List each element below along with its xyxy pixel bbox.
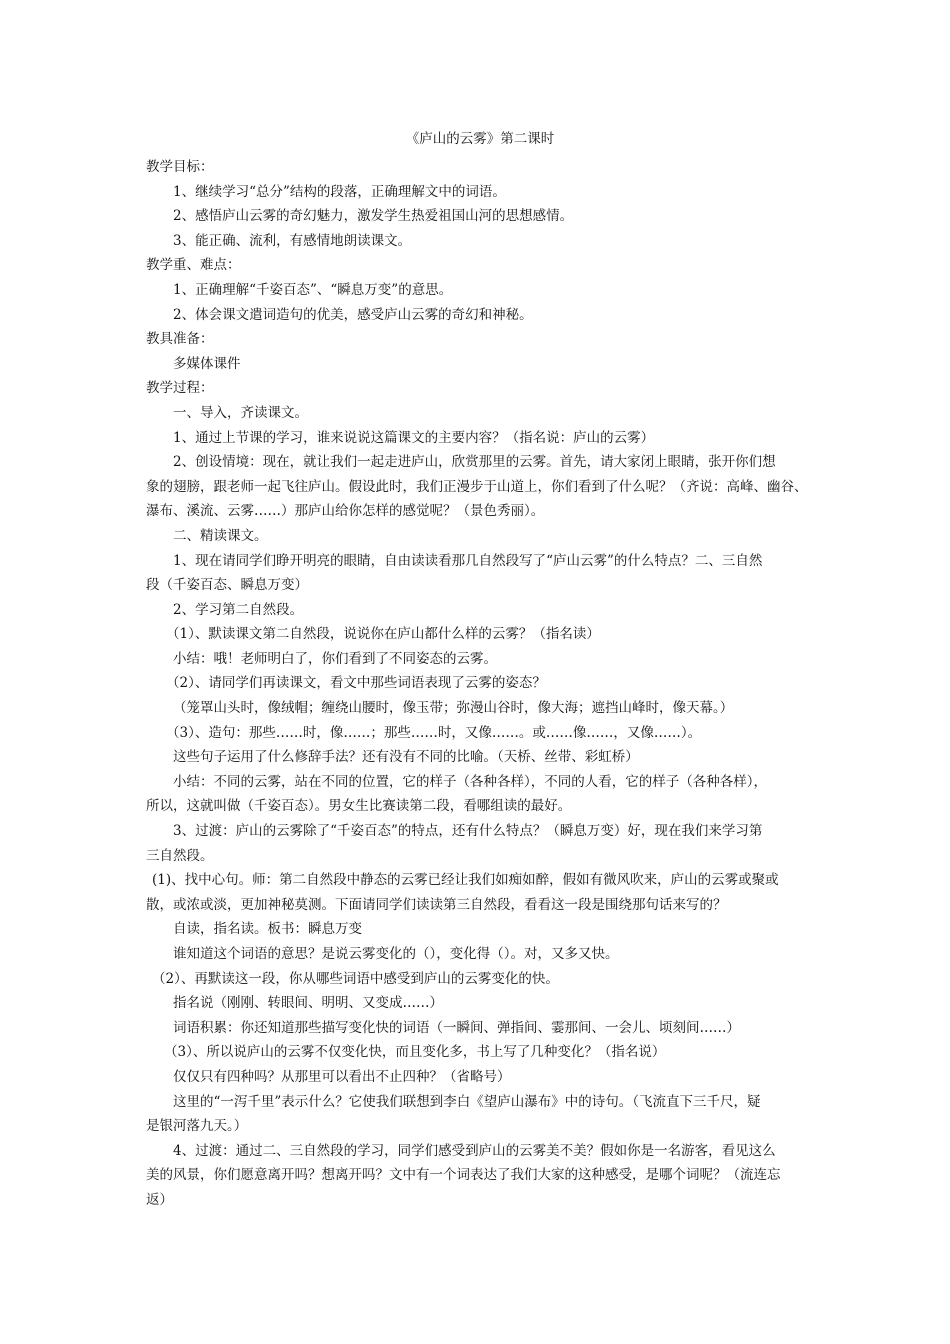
text-line: 2、创设情境：现在，就让我们一起走进庐山，欣赏那里的云雾。首先，请大家闭上眼睛，张开你们想 [173,454,776,471]
text-line: 仅仅只有四种吗？从那里可以看出不止四种？（省略号） [173,1068,511,1085]
text-line: 瀑布、溪流、云雾……）那庐山给你怎样的感觉呢？（景色秀丽）。 [146,503,545,520]
text-line: 1、通过上节课的学习，谁来说说这篇课文的主要内容？（指名说：庐山的云雾） [173,429,655,446]
text-line: 段（千姿百态、瞬息万变） [146,577,308,594]
text-line: （3）、所以说庐山的云雾不仅变化快，而且变化多，书上写了几种变化？（指名说） [164,1044,666,1061]
text-line: 这些句子运用了什么修辞手法？还有没有不同的比喻。（天桥、丝带、彩虹桥） [173,749,639,766]
text-line: 所以，这就叫做（千姿百态）。男女生比赛读第二段，看哪组读的最好。 [146,798,572,815]
text-line: （笼罩山头时，像绒帽；缠绕山腰时，像玉带；弥漫山谷时，像大海；遮挡山峰时，像天幕。） [173,700,734,717]
text-line: 2、学习第二自然段。 [173,601,304,618]
text-line: 指名说（刚刚、转眼间、明明、又变成……） [173,995,443,1012]
text-line: 是银河落九天。） [146,1118,248,1135]
text-line: （1）、默读课文第二自然段，说说你在庐山都什么样的云雾？（指名读） [166,626,600,643]
text-line: 3、过渡：庐山的云雾除了“千姿百态”的特点，还有什么特点？（瞬息万变）好，现在我们来学习第 [173,823,763,840]
text-line: 美的风景，你们愿意离开吗？想离开吗？文中有一个词表达了我们大家的这种感受，是哪个词呢？（流连忘 [146,1167,781,1184]
text-line: (1)、找中心句。师：第二自然段中静态的云雾已经让我们如痴如醉，假如有微风吹来，庐山的云雾或聚或 [152,872,779,889]
text-line: 二、精读课文。 [173,527,268,544]
text-line: 教具准备： [146,331,214,348]
document-page [146,129,814,1213]
text-line: 小结：哦！老师明白了，你们看到了不同姿态的云雾。 [173,650,497,667]
text-line: 教学重、难点： [146,257,241,274]
text-line: 教学目标： [146,159,214,175]
text-line: 散，或浓或淡，更加神秘莫测。下面请同学们读读第三自然段，看看这一段是围绕那句话来写的？ [146,896,727,913]
text-line: 这里的“一泻千里”表示什么？它使我们联想到李白《望庐山瀑布》中的诗句。（飞流直下三千尺，疑 [173,1093,761,1110]
text-line: 教学过程： [146,380,214,397]
text-line: 象的翅膀，跟老师一起飞往庐山。假设此时，我们正漫步于山道上，你们看到了什么呢？（齐说：高峰、幽谷、 [146,478,808,495]
text-line: 自读，指名读。板书：瞬息万变 [173,921,362,938]
text-line: （3）、造句：那些……时，像……；那些……时，又像……。或……像……，又像……）。 [166,724,702,741]
text-line: 多媒体课件 [173,355,241,372]
text-line: 三自然段。 [146,847,214,864]
text-line: 1、正确理解“千姿百态”、“瞬息万变”的意思。 [173,281,453,298]
text-line: 1、继续学习“总分”结构的段落，正确理解文中的词语。 [173,183,506,200]
document-body [146,155,814,1213]
text-line: （2）、请同学们再读课文，看文中那些词语表现了云雾的姿态？ [166,675,546,692]
text-line: 1、现在请同学们睁开明亮的眼睛，自由读读看那几自然段写了“庐山云雾”的什么特点？二、三自然 [173,552,763,569]
text-line: （2）、再默读这一段，你从哪些词语中感受到庐山的云雾变化的快。 [152,970,559,987]
text-line: 2、体会课文遣词造句的优美，感受庐山云雾的奇幻和神秘。 [173,306,533,323]
text-line: 2、感悟庐山云雾的奇幻魅力，激发学生热爱祖国山河的思想感情。 [173,208,574,225]
text-line: 词语积累：你还知道那些描写变化快的词语（一瞬间、弹指间、霎那间、一会儿、顷刻间……） [173,1019,740,1036]
text-line: 3、能正确、流利，有感情地朗读课文。 [173,232,412,249]
text-line: 小结：不同的云雾，站在不同的位置，它的样子（各种各样），不同的人看，它的样子（各种各样）， [173,773,767,790]
document-title: 《庐山的云雾》第二课时 [405,131,555,147]
text-line: 谁知道这个词语的意思？是说云雾变化的（），变化得（）。对，又多又快。 [173,946,619,962]
text-line: 一、导入，齐读课文。 [173,404,308,421]
text-line: 返） [146,1191,173,1208]
text-line: 4、过渡：通过二、三自然段的学习，同学们感受到庐山的云雾美不美？假如你是一名游客，看见这么 [173,1142,776,1159]
